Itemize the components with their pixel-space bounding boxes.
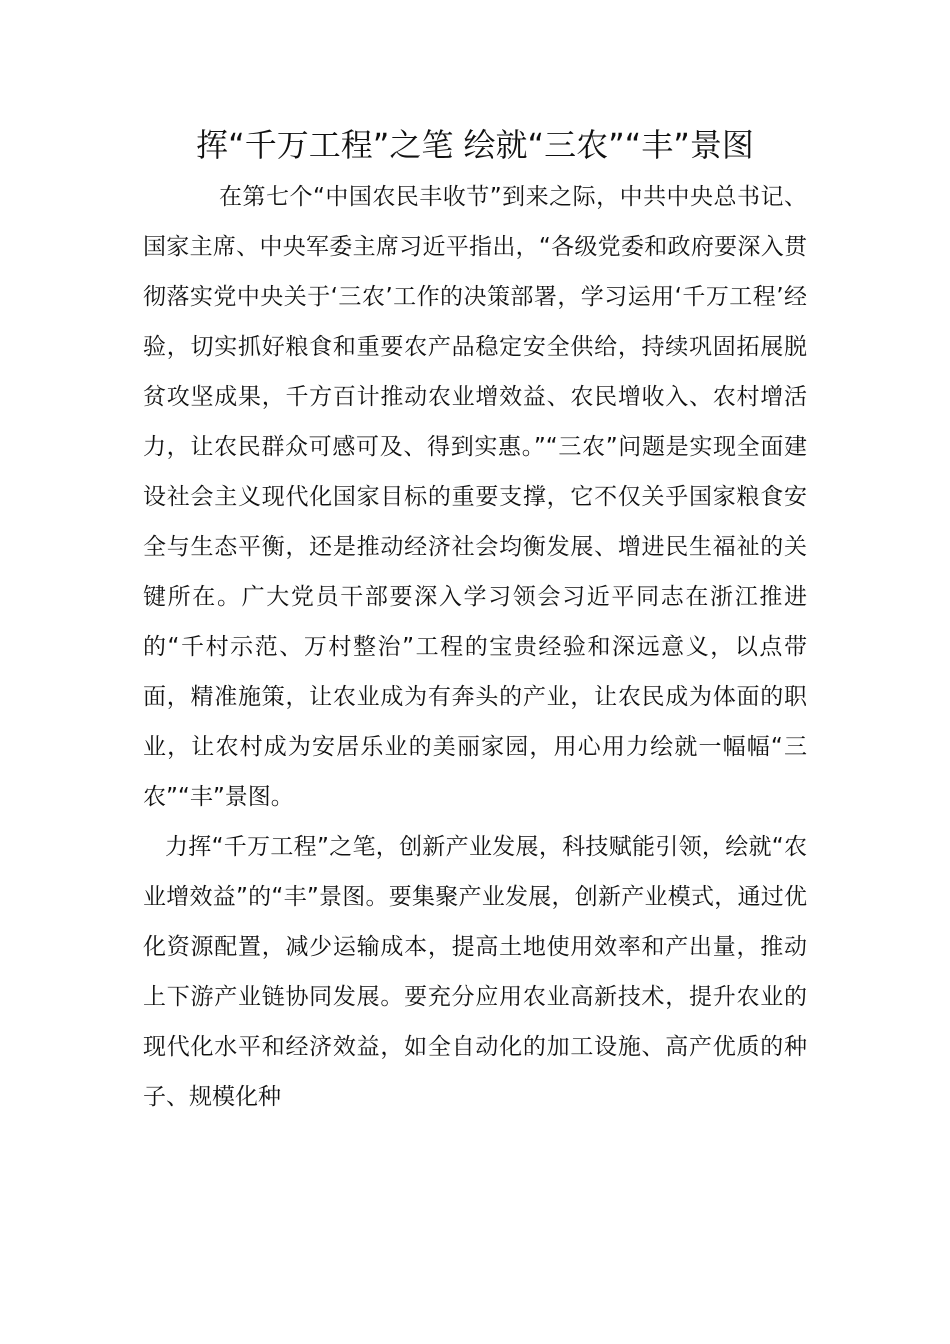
document-page — [143, 122, 807, 1122]
paragraph-1: 在第七个“中国农民丰收节”到来之际，中共中央总书记、国家主席、中央军委主席习近平指出，“各级党委和政府要深入贯彻落实党中央关于‘三农’工作的决策部署，学习运用‘千万工程’经验，切实抓好粮食和重要农产品稳定安全供给，持续巩固拓展脱贫攻坚成果，千方百计推动农业增效益、农民增收入、农村增活力，让农民群众可感可及、得到实惠。”“三农”问题是实现全面建设社会主义现代化国家目标的重要支撑，它不仅关乎国家粮食安全与生态平衡，还是推动经济社会均衡发展、增进民生福祉的关键所在。广大党员干部要深入学习领会习近平同志在浙江推进的“千村示范、万村整治”工程的宝贵经验和深远意义，以点带面，精准施策，让农业成为有奔头的产业，让农民成为体面的职业，让农村成为安居乐业的美丽家园，用心用力绘就一幅幅“三农”“丰”景图。 — [143, 184, 807, 810]
paragraph-2: 力挥“千万工程”之笔，创新产业发展，科技赋能引领，绘就“农业增效益”的“丰”景图。要集聚产业发展，创新产业模式，通过优化资源配置，减少运输成本，提高土地使用效率和产出量，推动上下游产业链协同发展。要充分应用农业高新技术，提升农业的现代化水平和经济效益，如全自动化的加工设施、高产优质的种子、规模化种 — [143, 834, 807, 1110]
document-title: 挥“千万工程”之笔 绘就“三农”“丰”景图 — [196, 126, 754, 164]
